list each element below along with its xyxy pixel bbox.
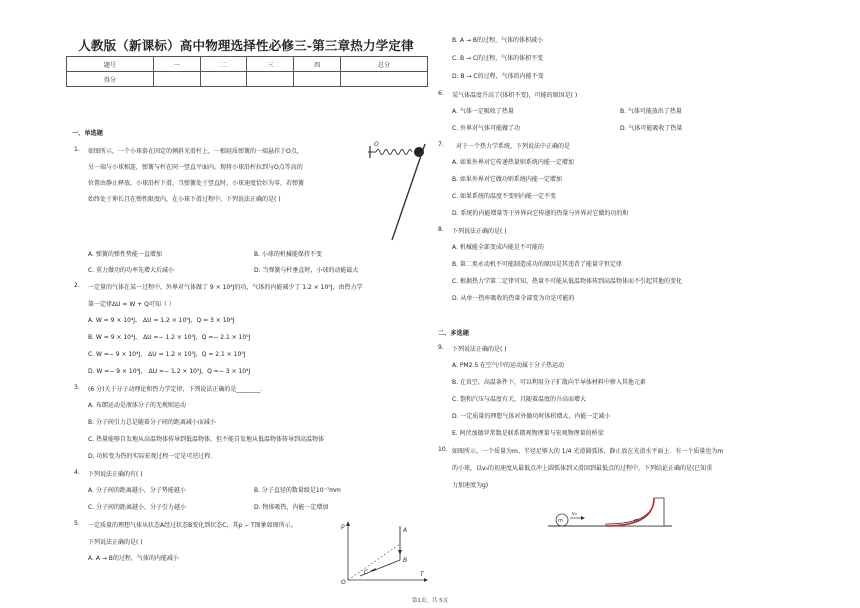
option-c[interactable]: C. 如果系统的温度不变则内能一定不变: [452, 193, 557, 200]
question-text: 一定质量的理想气体从状态A经过状态B变化到状态C，其p − T图象如图所示。: [88, 522, 297, 529]
question-text: 下列说法正确的是( ): [452, 228, 507, 235]
question-number: 3.: [74, 384, 80, 391]
option-c[interactable]: C. 分子间的距离越小，分子引力越小: [88, 504, 187, 511]
score-cell: 二: [200, 57, 247, 72]
option-d[interactable]: D. 当弹簧与杆垂直时，小球的动能最大: [254, 267, 359, 274]
question-text: 对于一个热力学系统，下列说法中正确的是: [456, 143, 571, 150]
option-d[interactable]: D. 物体吸热，内能一定增加: [254, 504, 329, 511]
option-d[interactable]: D. 系统的内能增量等于外界向它传递的热量与外界对它做的功的和: [452, 210, 629, 217]
score-cell: 总分: [341, 57, 428, 72]
question-text: (6 分)关于分子动理论和热力学定律，下列说法正确的是________．: [88, 386, 267, 393]
option-d[interactable]: D. 气体可能吸收了热量: [620, 125, 683, 132]
page-footer: 第1页，共 5页: [411, 598, 449, 604]
question-number: 10.: [438, 446, 448, 453]
option-a[interactable]: A. 机械能全部变成内能是不可能的: [452, 244, 544, 251]
option-a[interactable]: A. 分子间的距离越小，分子势能越小: [88, 487, 186, 494]
option-c[interactable]: C. W =− 9 × 10⁴J， ΔU = 1.2 × 10⁵J，Q = 2.1 × 10⁵J: [88, 351, 246, 358]
score-value-row: [67, 72, 428, 87]
option-c[interactable]: C. B → C的过程，气体的体积不变: [452, 55, 544, 62]
point-label-A: A: [403, 527, 408, 534]
axis-label-p: p: [341, 523, 345, 530]
question-text: 如图所示，一个质量为m、半径足够大的 1/4 光滑圆弧体，静止放在光滑水平面上．有一个质量也为m: [452, 448, 724, 455]
point-label-B: B: [403, 557, 408, 564]
block-mass-label: m: [634, 518, 640, 524]
score-input-cell[interactable]: [153, 72, 200, 87]
question-text: 始终处于伸长且在弹性限度内，在小球下滑过程中，下列说法正确的是( ): [88, 196, 281, 203]
arc-block-figure: [546, 496, 676, 530]
option-e[interactable]: E. 阿伏加德罗常数是联系微观物理量与宏观物理量的桥梁: [452, 430, 604, 437]
option-d[interactable]: D. 一定质量的理想气体对外做功时体积增大，内能一定减小: [452, 413, 611, 420]
option-b[interactable]: B. W = 9 × 10⁴J， ΔU =− 1.2 × 10⁵J，Q =− 2.1 × 10⁵J: [88, 334, 251, 341]
question-text: 的小球，以v₀的初速度从最低点冲上圆弧体到又滑回到最低点的过程中，下列结论正确的是(已知重: [452, 465, 713, 472]
option-a[interactable]: A. 弹簧的弹性势能一直增加: [88, 251, 162, 258]
spring-rod-figure: [366, 136, 432, 246]
velocity-label: v₀: [572, 511, 577, 517]
score-cell: 四: [294, 57, 341, 72]
option-a[interactable]: A. W = 9 × 10⁴J， ΔU = 1.2 × 10⁵J，Q = 3 × 10⁴J: [88, 317, 235, 324]
option-d[interactable]: D. 功转变为热的实际宏观过程一定是可逆过程．: [88, 453, 217, 460]
question-number: 8.: [438, 226, 444, 233]
question-text: 另一端与小球相连，弹簧与杆在同一竖直平面内。现将小球沿杆拉到与O点等高的: [88, 164, 303, 171]
question-text: 力加速度为g): [452, 482, 489, 489]
score-cell: 得分: [67, 72, 154, 87]
score-cell: 三: [247, 57, 294, 72]
option-b[interactable]: B. 气体可能放出了热量: [620, 108, 682, 115]
point-label-C: C: [364, 569, 369, 576]
pT-graph-figure: [340, 520, 430, 586]
option-b[interactable]: B. 如果外界对它做功则系统内能一定增加: [452, 176, 562, 183]
score-input-cell[interactable]: [247, 72, 294, 87]
question-number: 9.: [438, 344, 444, 351]
option-a[interactable]: A. A → B的过程，气体的内能减小: [88, 555, 179, 562]
option-a[interactable]: A. 布朗运动是液体分子的无规则运动: [88, 402, 186, 409]
question-text: 第一定律ΔU = W + Q可知（ ）: [88, 301, 175, 308]
question-text: 如图所示，一个小球套在固定的倾斜光滑杆上，一根轻质弹簧的一端悬挂于O点，: [88, 148, 303, 155]
question-number: 5.: [74, 520, 80, 527]
question-number: 7.: [438, 141, 444, 148]
section-heading: 二、多选题: [438, 330, 469, 337]
option-b[interactable]: B. A → B的过程，气体的体积减小: [452, 37, 543, 44]
option-b[interactable]: B. 小球的机械能保持不变: [254, 251, 322, 258]
option-a[interactable]: A. PM2.5 在空气中的运动属于分子热运动: [452, 362, 565, 369]
option-c[interactable]: C. 热量能够自发地从高温物体传导到低温物体，但不能自发地从低温物体传导到高温物体: [88, 436, 325, 443]
question-text: 一定量的气体在某一过程中，外界对气体做了 9 × 10⁴J的功，气体的内能减少了 1.2 × 10⁵J，由热力学: [88, 284, 363, 291]
question-text: 下列说法正确的有( ): [88, 471, 143, 478]
option-a[interactable]: A. 如果外界对它传递热量则系统内能一定增加: [452, 159, 574, 166]
question-text: 位置由静止释放，小球沿杆下滑，当弹簧处于竖直时，小球速度恰好为零，若弹簧: [88, 180, 305, 187]
option-c[interactable]: C. 饱和汽压与温度有关，且随着温度的升高而增大: [452, 396, 587, 403]
question-text: 某气体温度升高了(体积不变)，可能的原因是( ): [452, 92, 578, 99]
option-d[interactable]: D. B → C的过程，气体的内能不变: [452, 73, 544, 80]
ball-mass-label: m: [558, 518, 563, 524]
option-c[interactable]: C. 重力做功的功率先增大后减小: [88, 267, 175, 274]
option-b[interactable]: B. 在真空、高温条件下，可以利用分子扩散向半导体材料中掺入其他元素: [452, 379, 646, 386]
question-number: 2.: [74, 282, 80, 289]
score-table: [66, 56, 428, 87]
score-cell: 一: [153, 57, 200, 72]
score-input-cell[interactable]: [294, 72, 341, 87]
question-number: 4.: [74, 469, 80, 476]
section-heading: 一、单选题: [72, 130, 103, 137]
figure-label-O: O: [374, 141, 379, 148]
score-input-cell[interactable]: [200, 72, 247, 87]
option-c[interactable]: C. 外界对气体可能做了功: [452, 125, 521, 132]
option-a[interactable]: A. 气体一定吸收了热量: [452, 108, 514, 115]
axis-label-T: T: [420, 571, 424, 578]
question-text: 下列说法正确的是( ): [452, 346, 507, 353]
option-d[interactable]: D. W =− 9 × 10⁴J， ΔU =− 1.2 × 10⁵J，Q =− 3 × 10⁴J: [88, 368, 251, 375]
score-cell: 题号: [67, 57, 154, 72]
question-text: 下列说法正确的是( ): [88, 539, 143, 546]
score-input-cell[interactable]: [341, 72, 428, 87]
score-header-row: [67, 57, 428, 72]
option-b[interactable]: B. 分子直径的数量级是10⁻⁷mm: [254, 487, 341, 494]
option-b[interactable]: B. 分子间引力总是随着分子间的距离减小而减小: [88, 419, 216, 426]
option-b[interactable]: B. 第二类永动机不可能制造成功的原因是其违背了能量守恒定律: [452, 261, 622, 268]
question-number: 6.: [438, 90, 444, 97]
option-c[interactable]: C. 根据热力学第二定律可知，热量不可能从低温物体传到高温物体而不引起其他的变化: [452, 278, 683, 285]
option-d[interactable]: D. 从单一热库吸收的热量全部变为功是可能的: [452, 295, 575, 302]
question-number: 1.: [74, 146, 80, 153]
doc-title: 人教版（新课标）高中物理选择性必修三-第三章热力学定律: [78, 38, 414, 53]
origin-label: O: [341, 579, 346, 586]
